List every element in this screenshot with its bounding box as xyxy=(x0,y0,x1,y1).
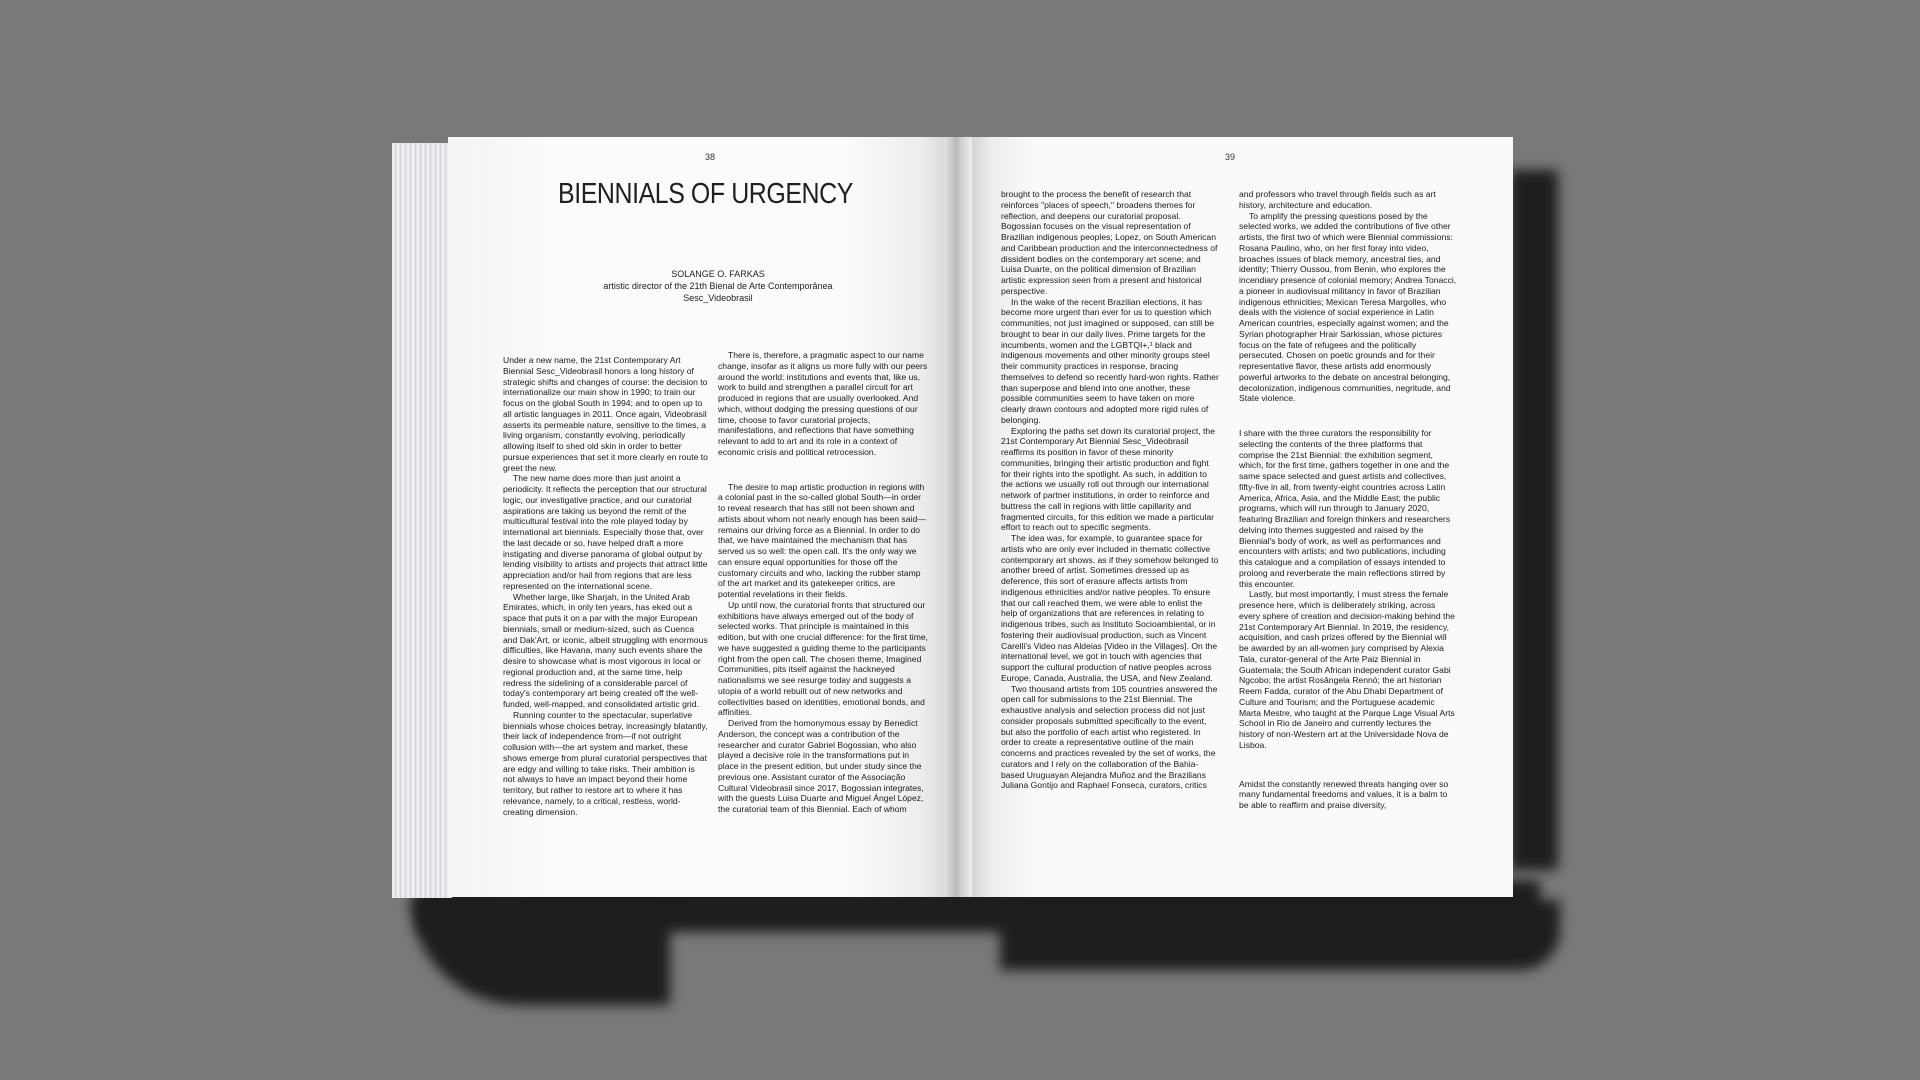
paragraph: To amplify the pressing questions posed by the selected works, we added the contributions of five other artists, the first two of which were Biennial commissions: Rosana Paulino, who, on her first foray into video, broaches issues of black memory, ancestral ties, and identity; Thierry Oussou, from Benin, who explores the incendiary presence of colonial memory; Andrea Tonacci, a pioneer in audiovisual militancy in favor of Brazilian indigenous ethnicities; Mexican Teresa Margolles, who deals with the violence of social experience in Latin American countries, especially against women; and the Syrian photographer Hrair Sarkissian, whose pictures focus on the fate of refugees and the politically persecuted. Chosen on poetic grounds and for their representative flavor, these artists add enormously powerful artworks to the debate on ancestral belonging, decolonization, indigenous communities, negritude, and State violence. xyxy=(1239,210,1457,404)
text-column xyxy=(718,350,928,890)
paragraph: Exploring the paths set down its curatorial project, the 21st Contemporary Art Biennial Sesc_Videobrasil reaffirms its position in favor of these minority communities, bringing their artistic production and fight for their rights into the spotlight. As such, in addition to the actions we usually roll out through our international network of partner institutions, in order to reinforce and buttress the call in regions with little capillarity and fragmented circuits, for this edition we made a particular effort to reach out to specific segments. xyxy=(1001,425,1215,533)
author-org: Sesc_Videobrasil xyxy=(683,293,753,303)
book-shadow xyxy=(1510,170,1558,870)
paragraph: I share with the three curators the responsibility for selecting the contents of the three platforms that comprise the 21st Biennial: the exhibition segment, which, for the first time, gathers together in one and the same space selected and guest artists and collectives, fifty-five in all, from twenty-eight countries across Latin America, Africa, Asia, and the Middle East; the public programs, which will run through to January 2020, featuring Brazilian and foreign thinkers and researchers delving into themes suggested and raised by the Biennial's body of work, as well as performances and encounters with artists; and two publications, including this catalogue and a compilation of essays intended to prolong and reverberate the main reflections stirred by this encounter. xyxy=(1239,428,1451,589)
author-name: SOLANGE O. FARKAS xyxy=(671,269,765,279)
book-shadow xyxy=(1000,900,1560,970)
right-page xyxy=(968,137,1513,897)
left-page xyxy=(448,137,948,897)
paragraph: Lastly, but most importantly, I must stress the female presence here, which is deliberately striking, across every sphere of creation and decision-making behind the 21st Contemporary Art Biennial. In 2019, the residency, acquisition, and cash prizes offered by the Biennial will be awarded by an all-women jury comprised by Alexia Tala, curator-general of the Arte Paiz Biennial in Guatemala; the South African independent curator Gabi Ngcobo; the artist Rosângela Rennó; the art historian Reem Fadda, curator of the Abu Dhabi Department of Culture and Tourism; and the Portuguese academic Marta Mestre, who taught at the Parque Lage Visual Arts School in Rio de Janeiro and currently lectures the history of non-Western art at the Universidade Nova de Lisboa. xyxy=(1239,589,1455,750)
author-role: artistic director of the 21th Bienal de Arte Contemporânea xyxy=(603,281,833,291)
paragraph: In the wake of the recent Brazilian elections, it has become more urgent than ever for us to question which communities, not just imagined or supposed, can still be brought to bear in our daily lives. Prime targets for the incumbents, women and the LGBTQI+,¹ black and indigenous movements and other minority groups steel their community practices in response, bracing themselves to defend so recently hard-won rights. Rather than superpose and blend into one another, these possible communities seem to have taken on more clearly drawn contours and adopted more rigid rules of belonging. xyxy=(1001,296,1219,425)
paragraph: Running counter to the spectacular, superlative biennials whose choices betray, increasingly blatantly, their lack of independence from—if not outright collusion with—the art system and market, these shows emerge from plural curatorial perspectives that are edgy and willing to take risks. Their ambition is not always to have an impact beyond their home territory, but rather to restore art to where it has relevance, namely, to a critical, restless, world-creating dimension. xyxy=(503,709,708,817)
paragraph: Two thousand artists from 105 countries answered the open call for submissions to the 21st Biennial. The exhaustive analysis and selection process did not just consider proposals submitted specifically to the event, but also the portfolio of each artist who registered. In order to create a representative outline of the main concerns and practices revealed by the set of works, the curators and I rely on the collaboration of the Bahia-based Uruguayan Alejandra Muñoz and the Brazilians Juliana Gontijo and Raphael Fonseca, curators, critics xyxy=(1001,683,1218,791)
paragraph: The new name does more than just anoint a periodicity. It reflects the perception that our structural logic, our investigative practice, and our curatorial aspirations are taking us beyond the remit of the multicultural festival into the role played today by international art biennials. Especially those that, over the last decade or so, have helped draft a more instigating and diverse panorama of global output by lending visibility to artists and projects that attract little appreciation and/or hail from regions that are less represented on the international scene. xyxy=(503,473,708,591)
paragraph: Under a new name, the 21st Contemporary Art Biennial Sesc_Videobrasil honors a long history of strategic shifts and changes of course: the decision to internationalize our main show in 1990; to train our focus on the global South in 1994; and to open up to all artistic languages in 2011. Once again, Videobrasil asserts its permeable nature, sensitive to the times, a living organism, constantly evolving, periodically allowing itself to shed old skin in order to better pursue experiences that set it more clearly en route to greet the new. xyxy=(503,355,708,473)
page-number: 39 xyxy=(1225,152,1236,162)
paragraph: Amidst the constantly renewed threats hanging over so many fundamental freedoms and values, it is a balm to be able to reaffirm and praise diversity, xyxy=(1239,778,1449,810)
paragraph: The desire to map artistic production in regions with a colonial past in the so-called global South—in order to reveal research that has still not been shown and artists about whom not nearly enough has been said—remains our driving force as a Biennial. In order to do that, we have maintained the mechanism that has served us so well: the open call. It's the only way we can ensure equal opportunities for those off the customary circuits and who, lacking the rubber stamp of the art market and its gatekeeper critics, are potential revelations in their fields. xyxy=(718,481,926,599)
paragraph: There is, therefore, a pragmatic aspect to our name change, insofar as it aligns us more fully with our peers around the world: institutions and events that, like us, work to build and strengthen a parallel circuit for art produced in regions that are usually overlooked. And which, without dodging the pressing questions of our time, choose to favor curatorial projects, manifestations, and reflections that have something relevant to add to art and its role in a context of economic crisis and political retrocession. xyxy=(718,350,928,457)
paragraph: The idea was, for example, to guarantee space for artists who are only ever included in thematic collective contemporary art shows, as if they somehow belonged to another breed of artist. Sometimes dressed up as deference, this sort of erasure affects artists from indigenous ethnicities and/or native peoples. To ensure that our call reached them, we were able to enlist the help of organizations that are references in relating to indigenous tribes, such as Instituto Socioambiental, or in fostering their audiovisual production, such as Vincent Carelli's Video nas Aldeias [Video in the Villages]. On the international level, we got in touch with agencies that support the cultural production of native peoples across Europe, Canada, Australia, the USA, and New Zealand. xyxy=(1001,533,1219,683)
text-column xyxy=(1001,189,1219,889)
text-column xyxy=(1239,189,1457,889)
book-shadow xyxy=(410,895,670,1005)
paragraph: and professors who travel through fields such as art history, architecture and education. xyxy=(1239,189,1436,210)
paragraph: Up until now, the curatorial fronts that structured our exhibitions have always emerged out of the body of selected works. That principle is maintained in this edition, but with one crucial difference: for the first time, we have suggested a guiding theme to the participants right from the open call. The chosen theme, Imagined Communities, pits itself against the hackneyed nationalisms we see resurge today and suggests a utopia of a world rebuilt out of new networks and collectivities based on identities, emotional bonds, and affinities. xyxy=(718,599,928,718)
page-number: 38 xyxy=(705,152,716,162)
page-edges xyxy=(392,143,452,898)
book-gutter xyxy=(944,137,972,897)
paragraph: Whether large, like Sharjah, in the United Arab Emirates, which, in only ten years, has eked out a space that puts it on a par with the major European biennials, small or medium-sized, such as Cuenca and Dak'Art, or iconic, albeit struggling with enormous difficulties, like Havana, many such events share the desire to showcase what is most vigorous in local or regional production and, at the same time, help redress the sidelining of a considerable parcel of today's contemporary art being created off the well-funded, well-mapped, and consolidated artistic grid. xyxy=(503,591,708,709)
paragraph: Derived from the homonymous essay by Benedict Anderson, the concept was a contribution of the researcher and curator Gabriel Bogossian, who also played a decisive role in the transformations put in place in the present edition, but under study since the previous one. Assistant curator of the Associação Cultural Videobrasil since 2017, Bogossian integrates, with the guests Luisa Duarte and Miguel Ángel López, the curatorial team of this Biennial. Each of whom xyxy=(718,718,924,814)
text-column xyxy=(503,355,708,855)
byline xyxy=(568,268,868,304)
paragraph: brought to the process the benefit of research that reinforces "places of speech," broadens themes for reflection, and deepens our curatorial proposal. Bogossian focuses on the visual representation of Brazilian indigenous peoples; Lopez, on South American and Caribbean production and the interconnectedness of dissident bodies on the contemporary art scene; and Luisa Duarte, on the political dimension of Brazilian artistic expression seen from a present and historical perspective. xyxy=(1001,189,1218,296)
article-title: BIENNIALS OF URGENCY xyxy=(558,178,853,210)
